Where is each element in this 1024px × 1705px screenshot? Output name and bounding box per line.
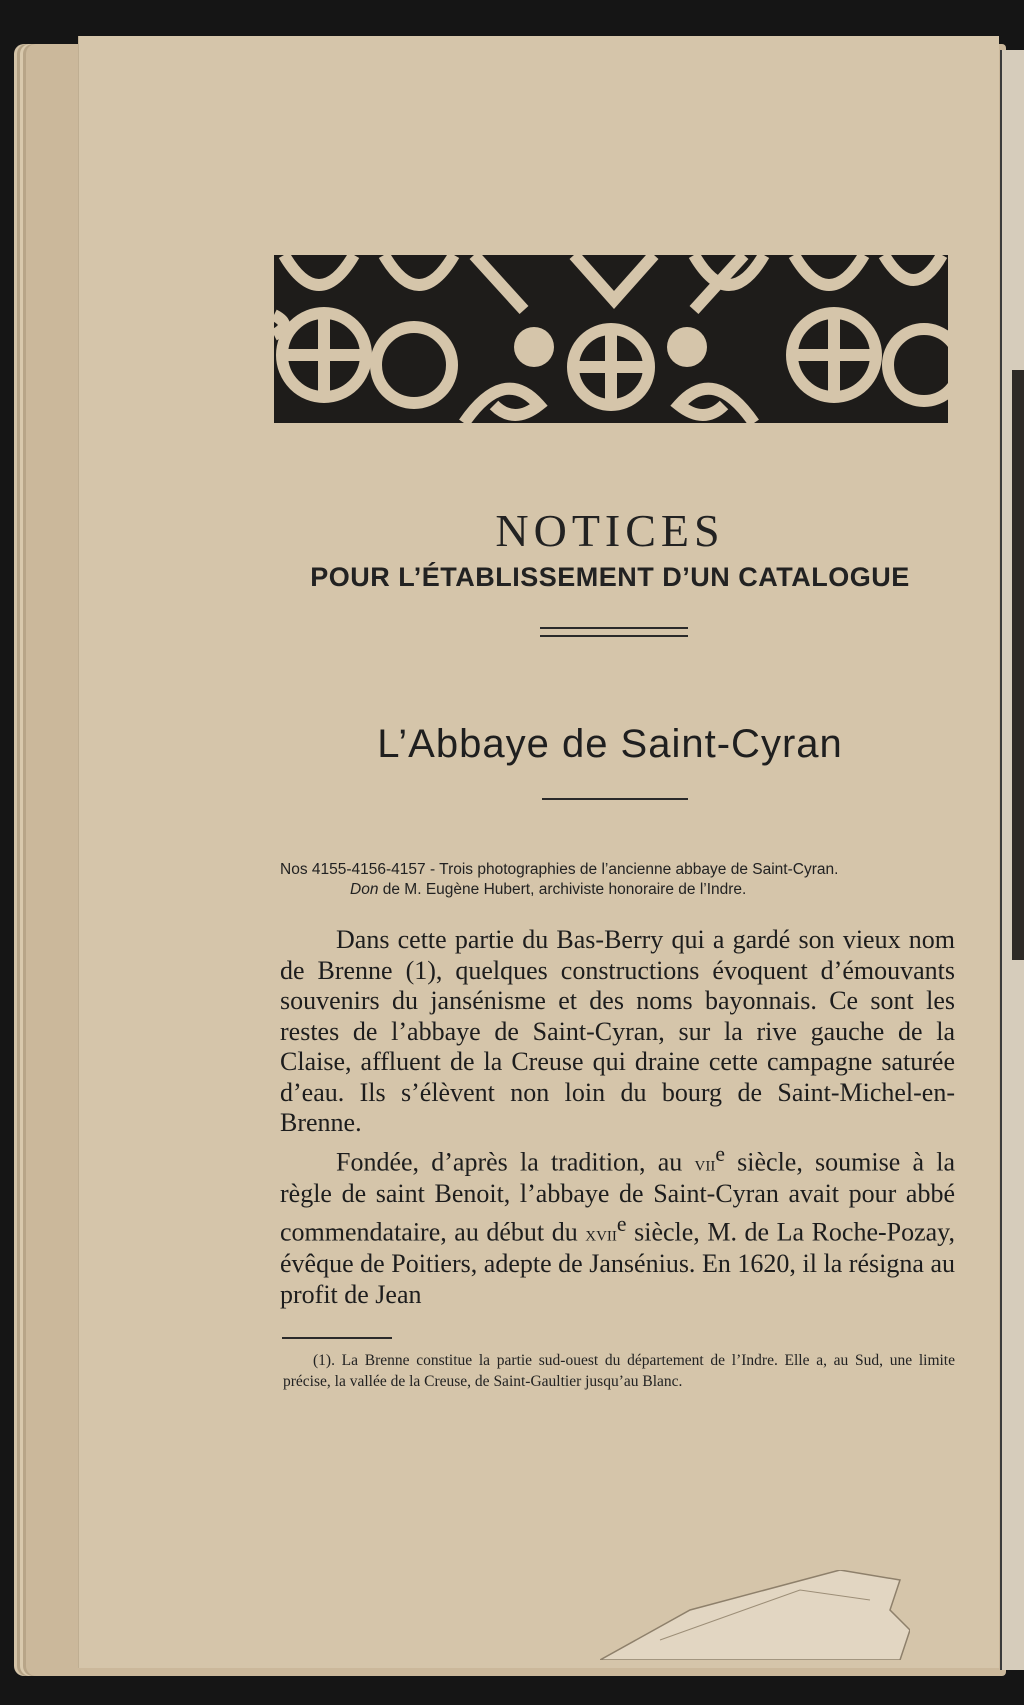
paragraph-2-part-a: Fondée, d’après la tradition, au	[336, 1147, 695, 1177]
paragraph-1: Dans cette partie du Bas-Berry qui a gardé son vieux nom de Brenne (1), quelques constructions évoquent d’émouvants souvenirs du jansénisme et des noms bayonnais. Ce sont les restes de l’abbaye de Saint-Cyran, sur la rive gauche de la Claise, affluent de la Creuse qui draine cette campagne saturée d’eau. Ils s’élèvent non loin du bourg de Saint-Michel-en-Brenne.	[280, 925, 955, 1137]
catalog-entry-line	[280, 860, 955, 880]
title-divider	[542, 798, 688, 800]
catalog-description: - Trois photographies de l’ancienne abbaye de Saint-Cyran.	[429, 861, 839, 878]
catalog-don-label: Don	[350, 881, 379, 898]
footnote-divider	[282, 1337, 392, 1339]
page-subtitle: POUR L’ÉTABLISSEMENT D’UN CATALOGUE	[310, 562, 910, 592]
catalog-nos-label: Nos	[280, 861, 308, 878]
page-title: NOTICES	[495, 505, 725, 556]
catalog-numbers: 4155-4156-4157	[311, 861, 426, 878]
footnote	[283, 1350, 955, 1392]
facing-page-print	[1012, 370, 1024, 960]
paragraph-2-part-b: siècle, soumise à la règle de saint Benoit, l’abbaye de Saint-Cyran avait pour abbé commendataire, au début du	[280, 1147, 955, 1247]
catalog-entry	[280, 860, 955, 900]
torn-corner	[600, 1570, 910, 1660]
catalog-donor: de M. Eugène Hubert, archiviste honoraire de l’Indre.	[382, 881, 747, 898]
century-xvii: xvii	[585, 1220, 617, 1246]
footnote-text: (1). La Brenne constitue la partie sud-ouest du département de l’Indre. Elle a, au Sud, une limite précise, la vallée de la Creuse, de Saint-Gaultier jusqu’au Blanc.	[283, 1352, 955, 1390]
paragraph-2	[280, 1139, 955, 1311]
body-text	[280, 925, 955, 1310]
ornament-band	[274, 255, 948, 423]
catalog-donor-line	[280, 880, 955, 900]
century-sup: e	[715, 1141, 725, 1166]
double-divider	[540, 627, 688, 637]
century-vii: vii	[694, 1150, 716, 1176]
paragraph-2-part-c: siècle, M. de La Roche-Pozay, évêque de Poitiers, adepte de Jansénius. En 1620, il la résigna au profit de Jean	[280, 1217, 955, 1309]
century-sup-2: e	[616, 1212, 627, 1237]
article-title: L’Abbaye de Saint-Cyran	[377, 722, 843, 766]
